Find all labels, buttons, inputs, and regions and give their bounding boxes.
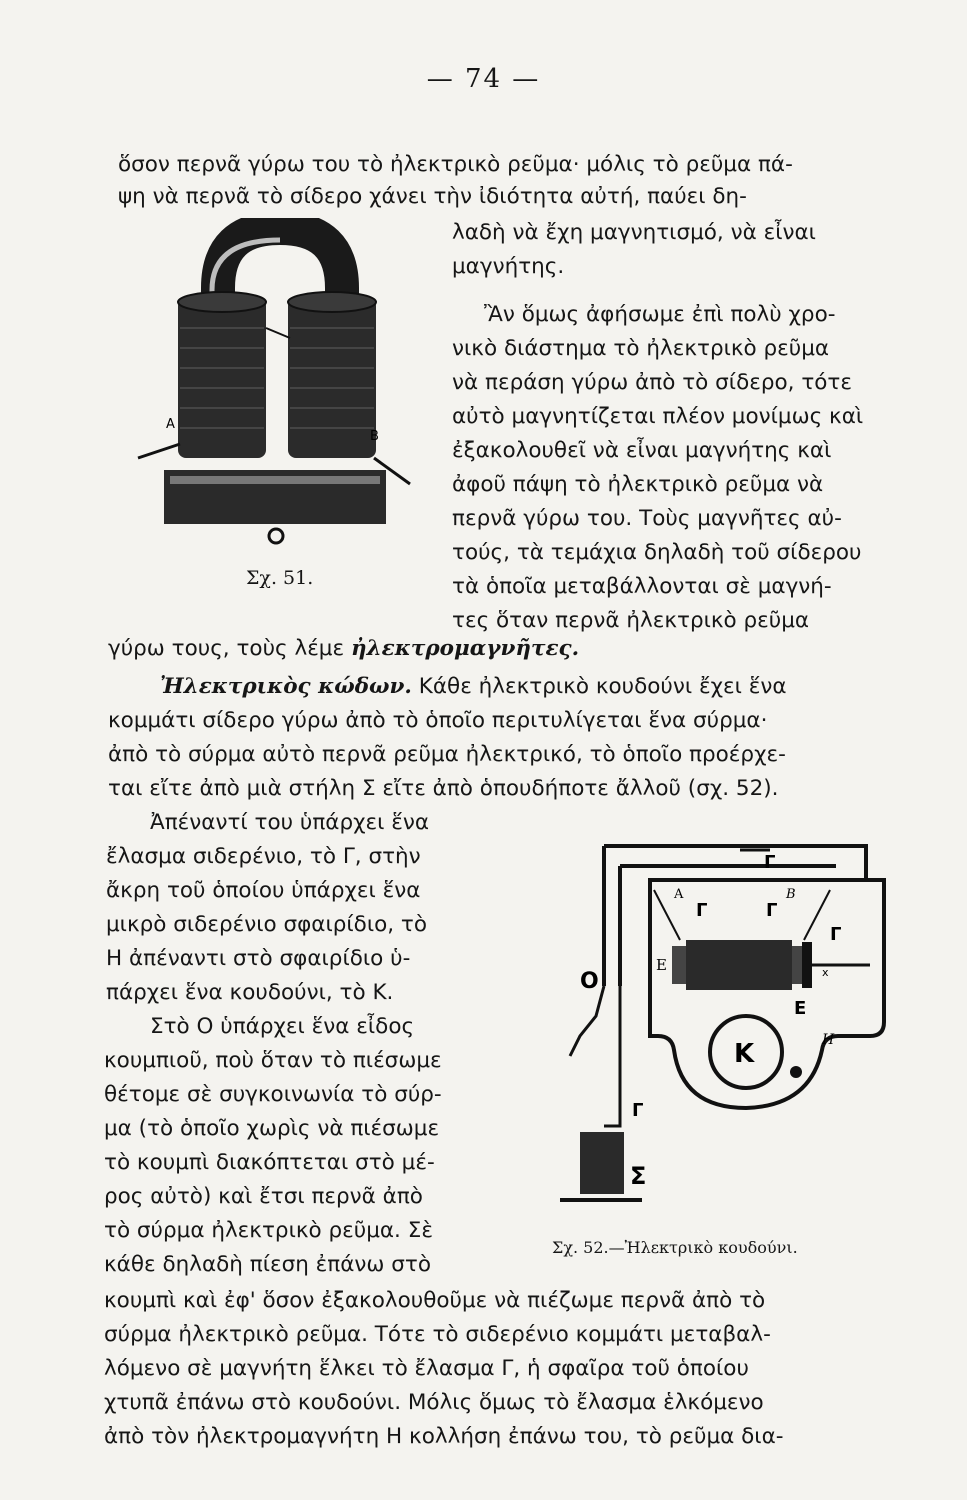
- bell-coil: [686, 940, 792, 990]
- text-line: νικὸ διάστημα τὸ ἠλεκτρικὸ ρεῦμα: [452, 336, 830, 361]
- label-a: A: [674, 887, 684, 902]
- figure-52-electric-bell: [540, 836, 890, 1226]
- text-line: κουμπιοῦ, ποὺ ὅταν τὸ πιέσωμε: [104, 1048, 442, 1073]
- wire-a: [138, 444, 180, 458]
- label-a: A: [166, 417, 175, 432]
- armature-plate: [802, 942, 812, 988]
- text-line: [160, 672, 787, 702]
- text-line: ται εἴτε ἀπὸ μιὰ στήλη Σ εἴτε ἀπὸ ὁπουδήποτε ἄλλοῦ (σχ. 52).: [108, 776, 779, 801]
- text-line: ἀπὸ τὸ σύρμα αὐτὸ περνᾶ ρεῦμα ἠλεκτρικό, τὸ ὁποῖο προέρχε-: [108, 742, 786, 767]
- wire-b: [804, 890, 830, 940]
- battery-wire: [604, 986, 620, 1126]
- label-b: B: [786, 887, 796, 902]
- right-coil: [288, 298, 376, 458]
- text-line: τὰ ὁποῖα μεταβάλλονται σὲ μαγνή-: [452, 574, 832, 599]
- text-line: μικρὸ σιδερένιο σφαιρίδιο, τὸ: [106, 912, 428, 937]
- figure-51-caption: Σχ. 51.: [246, 567, 314, 589]
- figure-51-electromagnet: [130, 218, 420, 558]
- text-line: λόμενο σὲ μαγνήτη ἕλκει τὸ ἔλασμα Γ, ἡ σφαῖρα τοῦ ὁποίου: [104, 1356, 749, 1381]
- text-line: ψη νὰ περνᾶ τὸ σίδερο χάνει τὴν ἰδιότητα αὐτή, παύει δη-: [118, 184, 747, 209]
- left-coil: [178, 298, 266, 458]
- text-line: Στὸ Ο ὑπάρχει ἕνα εἶδος: [150, 1014, 415, 1039]
- text-line: μαγνήτης.: [452, 254, 565, 279]
- plate-highlight: [170, 476, 380, 484]
- label-gamma-top: Γ: [764, 852, 776, 873]
- left-coil-top: [178, 292, 266, 312]
- battery: [580, 1132, 624, 1194]
- label-b: B: [370, 429, 379, 444]
- text-line: τὸ σύρμα ἠλεκτρικὸ ρεῦμα. Σὲ: [104, 1218, 433, 1243]
- text-line: πάρχει ἕνα κουδούνι, τὸ Κ.: [106, 980, 394, 1005]
- text-line: θέτομε σὲ συγκοινωνία τὸ σύρ-: [104, 1082, 442, 1107]
- text-line: λαδὴ νὰ ἔχη μαγνητισμό, νὰ εἶναι: [452, 220, 816, 245]
- text-line: τες ὅταν περνᾶ ἠλεκτρικὸ ρεῦμα: [452, 608, 810, 633]
- coil-end-left: [672, 946, 686, 984]
- term-electromagnets: ἠλεκτρομαγνῆτες.: [350, 636, 580, 661]
- text-line: μα (τὸ ὁποῖο χωρὶς νὰ πιέσωμε: [104, 1116, 440, 1141]
- text-line: κάθε δηλαδὴ πίεση ἐπάνω στὸ: [104, 1252, 431, 1277]
- label-gamma-right: Γ: [766, 900, 778, 921]
- text-line: ἀφοῦ πάψη τὸ ἠλεκτρικὸ ρεῦμα νὰ: [452, 472, 824, 497]
- label-e-right: E: [794, 998, 807, 1019]
- text-line: Ἂν ὅμως ἀφήσωμε ἐπὶ πολὺ χρο-: [484, 302, 836, 327]
- connecting-wire: [266, 328, 290, 338]
- label-x: x: [822, 966, 829, 979]
- section-heading: Ἠλεκτρικὸς κώδων.: [160, 674, 412, 699]
- text-line: ρος αὐτὸ) καὶ ἔτσι περνᾶ ἀπὸ: [104, 1184, 423, 1209]
- label-gamma-left: Γ: [696, 900, 708, 921]
- text-line: ἄκρη τοῦ ὁποίου ὑπάρχει ἕνα: [106, 878, 421, 903]
- figure-52-caption: Σχ. 52.—Ἠλεκτρικὸ κουδούνι.: [552, 1238, 798, 1257]
- text-line: κουμπὶ καὶ ἐφ' ὅσον ἐξακολουθοῦμε νὰ πιέζωμε περνᾶ ἀπὸ τὸ: [104, 1288, 766, 1313]
- label-k: K: [734, 1039, 755, 1069]
- text-line: αὐτὸ μαγνητίζεται πλέον μονίμως καὶ: [452, 404, 864, 429]
- text-line: Ἀπέναντί του ὑπάρχει ἕνα: [150, 810, 430, 835]
- page-number: — 74 —: [426, 64, 541, 94]
- label-sigma: Σ: [630, 1162, 647, 1190]
- text-line: περνᾶ γύρω του. Τοὺς μαγνῆτες αὐ-: [452, 506, 842, 531]
- text-span: Κάθε ἠλεκτρικὸ κουδούνι ἔχει ἕνα: [418, 674, 787, 699]
- right-coil-top: [288, 292, 376, 312]
- text-line: κομμάτι σίδερο γύρω ἀπὸ τὸ ὁποῖο περιτυλίγεται ἕνα σύρμα·: [108, 708, 768, 733]
- text-line: ἔλασμα σιδερένιο, τὸ Γ, στὴν: [106, 844, 421, 869]
- bell-stud: [790, 1066, 802, 1078]
- push-button-wire: [570, 986, 604, 1056]
- label-o: O: [580, 969, 599, 994]
- text-line: νὰ περάση γύρω ἀπὸ τὸ σίδερο, τότε: [452, 370, 852, 395]
- text-span: γύρω τους, τοὺς λέμε: [108, 636, 345, 661]
- plate-ring: [269, 529, 283, 543]
- text-line: τὸ κουμπὶ διακόπτεται στὸ μέ-: [104, 1150, 435, 1175]
- text-line: χτυπᾶ ἐπάνω στὸ κουδούνι. Μόλις ὅμως τὸ ἔλασμα ἑλκόμενο: [104, 1390, 764, 1415]
- label-gamma-arm: Γ: [830, 924, 842, 945]
- text-line: ἀπὸ τὸν ἠλεκτρομαγνήτη Η κολλήση ἐπάνω του, τὸ ρεῦμα δια-: [104, 1424, 784, 1449]
- text-line: ἐξακολουθεῖ νὰ εἶναι μαγνήτης καὶ: [452, 438, 832, 463]
- label-h: H: [822, 1032, 835, 1048]
- text-line: [108, 634, 579, 664]
- battery-base: [560, 1198, 642, 1202]
- label-gamma-lower: Γ: [632, 1100, 644, 1121]
- label-e-left: E: [656, 956, 667, 974]
- text-line: τούς, τὰ τεμάχια δηλαδὴ τοῦ σίδερου: [452, 540, 862, 565]
- text-line: ὅσον περνᾶ γύρω του τὸ ἠλεκτρικὸ ρεῦμα· μόλις τὸ ρεῦμα πά-: [118, 152, 793, 177]
- text-line: σύρμα ἠλεκτρικὸ ρεῦμα. Τότε τὸ σιδερένιο κομμάτι μεταβαλ-: [104, 1322, 771, 1347]
- text-line: Η ἀπέναντι στὸ σφαιρίδιο ὑ-: [106, 946, 411, 971]
